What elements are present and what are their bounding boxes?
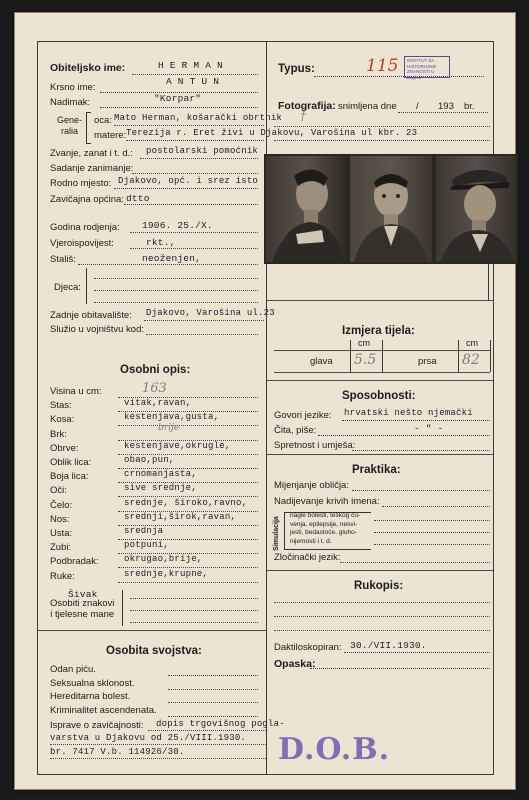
nadijevanje-label: Nadijevanje krivih imena: [274,496,380,507]
cita-value: - " - [414,423,444,434]
isprave-line-2: varstva u Djakovu od 25./VIII.1930. [50,733,247,743]
rule [342,420,490,421]
vjero-value: rkt., [146,237,176,248]
opis-row-value: kestenjava,gusta, [124,412,220,423]
opaska-label: Opaska: [274,658,316,670]
rule [100,107,258,108]
fotografija-label: Fotografija: [278,100,336,112]
sluzio-label: Služio u vojništvu kod: [50,324,144,335]
izmjera-col-a [350,340,351,372]
praktika-rule [266,454,493,455]
svojstva-item: Odan piću. [50,664,96,675]
opis-row-value: 163 [142,381,167,396]
opis-row-label: Čelo: [50,499,73,511]
rukopis-rule [266,570,493,571]
osobiti-znakovi-label: Osobiti znakovi i tjelesne mane [50,598,115,620]
rule [398,112,488,113]
generalia-label: Gene- ralia [57,115,83,136]
rule [130,248,258,249]
rule [310,668,490,669]
rodno-mjesto-value: Djakovo, opć. i srez isto [118,176,259,186]
dob-stamp: D.O.B. [278,732,391,767]
rule [168,689,258,690]
rukopis-title: Rukopis: [354,580,404,592]
daktilo-value: 30./VII.1930. [350,640,427,651]
opis-row-label: Kosa: [50,414,75,426]
opis-row-value: crnomanjasta, [124,469,197,480]
rule [140,158,258,159]
oca-deceased-mark: † [300,109,306,123]
rule [168,716,258,717]
opis-row-label: Boja lica: [50,471,89,483]
rule [168,675,258,676]
zavicajna-value: dtto [126,193,150,204]
record-card [14,12,516,790]
rule [274,140,490,141]
isprave-line-3: br. 7417 V.b. 114926/30. [50,747,185,757]
year-label: 193 [438,101,454,112]
isprave-label: Isprave o zavičajnosti: [50,720,144,731]
matere-label: matere: [94,130,127,141]
zlocinacki-label: Zločinački jezik: [274,552,341,563]
frontal-figure [350,156,432,262]
rule [274,126,490,127]
govori-value: hrvatski nešto njemački [344,408,473,418]
rule [148,730,266,731]
photo-box-bottom [266,300,493,301]
rule [374,532,490,533]
rule [340,562,490,563]
osobni-opis-title: Osobni opis: [120,364,191,376]
snimljena-label: snimljena dne [338,101,397,112]
rule [94,302,258,303]
spretnost-label: Spretnost i umješa: [274,440,356,451]
rule [130,232,258,233]
opis-row-label: Brk: [50,428,67,440]
matere-value: Terezija r. Eret živi u Djakovu, Varošina ul kbr. 23 [126,128,418,138]
date-slash: / [416,101,419,112]
prsa-value: 82 [462,352,480,368]
rule [352,490,490,491]
stalis-label: Stališ: [50,254,76,265]
rule [124,204,258,205]
generalia-brace [86,112,91,144]
mugshot-profile-right-hat [436,156,516,262]
zvanje-value: postolarski pomoćnik [146,146,259,156]
sadanje-label: Sadanje zanimanje: [50,163,134,174]
opis-row-label: Stas: [50,400,72,412]
rule [78,264,258,265]
form-frame [37,41,494,775]
glava-label: glava [310,356,333,367]
oca-value: Mato Herman, košarački obrtnik [114,113,283,123]
rule [274,616,490,617]
svojstva-rule [38,630,266,631]
opis-row-value: kestenjave,okrugle, [124,440,231,451]
prsa-label: prsa [418,356,437,367]
rule [344,652,490,653]
opis-row-value: vitak,ravan, [124,398,192,409]
rule [168,702,258,703]
rule [114,188,258,189]
opis-row-label: Podbradak: [50,556,99,568]
rule [130,622,258,623]
izmjera-bottom-rule [274,372,490,373]
archive-stamp-line-2: ZNANOSTI U [407,69,435,74]
rule [118,582,258,583]
brk-handwritten: brije [158,423,180,433]
mugshot-frontal [350,156,432,262]
nadimak-value: "Korpar" [154,93,202,104]
opis-row-value: potpuni, [124,540,169,551]
rule [50,758,266,759]
profile-left-figure [266,156,346,262]
nadimak-label: Nadimak: [50,97,91,108]
opis-row-label: Visina u cm: [50,386,102,397]
opis-row-label: Nos: [50,513,70,525]
opis-row-label: Oči: [50,485,67,497]
izmjera-col-d [490,340,491,372]
djeca-bracket [86,268,91,304]
svojstva-item: Kriminalitet ascendenata. [50,704,157,716]
archive-stamp-line-3: Zagreb [407,74,422,80]
glava-value: 5.5 [354,352,377,368]
rule [94,278,258,279]
osobiti-znakovi-value: Šivak [68,589,98,600]
osobiti-bracket [122,590,127,626]
rule [318,435,490,436]
rule [130,598,258,599]
profile-right-figure [436,156,516,262]
obiteljsko-ime-value: H E R M A N [158,60,223,71]
photo-box-left-tick [488,264,489,300]
rule [146,334,258,335]
izmjera-col-c [458,340,459,372]
opis-row-label: Obrve: [50,442,79,454]
rodno-mjesto-label: Rodno mjesto: [50,178,112,189]
krsno-ime-value: A N T U N [166,76,220,87]
opis-row-value: srednja [124,526,164,536]
typus-number: 115 [366,56,399,76]
daktilo-label: Daktiloskopiran: [274,642,342,653]
archive-stamp [404,56,450,78]
sposobnosti-title: Sposobnosti: [342,390,416,402]
opis-row-value: obao,pun, [124,455,175,465]
opis-row-value: sive srednje, [124,483,197,494]
obiteljsko-ime-label: Obiteljsko ime: [50,62,126,74]
djeca-label: Djeca: [54,282,81,293]
praktika-title: Praktika: [352,464,401,476]
rule [126,140,264,141]
opis-row-label: Zubi: [50,542,72,554]
rule [114,125,264,126]
vjero-label: Vjeroispovijest: [50,238,114,249]
rule [382,506,490,507]
zvanje-label: Zvanje, zanat i t. d.: [50,148,133,159]
rule [94,290,258,291]
govori-label: Govori jezike: [274,410,332,421]
opis-row-value: srednji,širok,ravan, [124,511,237,522]
izmjera-grid [274,340,490,372]
rule [374,544,490,545]
rule [314,76,484,77]
mugshot-profile-left [266,156,346,262]
zavicajna-label: Zavičajna općina: [50,194,124,205]
rule [374,520,490,521]
mugshot-strip [264,154,518,264]
godina-label: Godina rodjenja: [50,222,120,233]
opis-row-value: srednje, široko,ravno, [124,497,248,508]
rule [352,450,490,451]
rule [118,425,258,426]
rule [144,320,264,321]
opis-row-label: Ruke: [50,570,75,582]
rule [132,74,258,75]
godina-value: 1906. 25./X. [142,220,213,231]
sposobnosti-rule [266,380,493,381]
cm-header-1: cm [358,338,370,348]
zadnje-value: Djakovo, Varošina ul.23 [146,308,275,318]
izmjera-title: Izmjera tijela: [342,325,415,337]
svojstva-item: Seksualna sklonost. [50,677,135,689]
opis-row-value: okrugao,brije, [124,554,203,565]
svojstva-item: Hereditarna bolest. [50,691,131,702]
cita-label: Čita, piše: [274,425,317,436]
opis-row-label: Oblik lica: [50,457,92,468]
izmjera-col-b [382,340,383,372]
archive-stamp-line-1: INSTITUT ZA HISTORIJSKE [407,58,437,69]
simulacija-text: nagle bolesti, teškog ču- venja, epilepsije, nesvi- jesti, bedastoće, gluho- nijemosti i t. d. [290,512,361,545]
oca-label: oca: [94,115,112,126]
simulacija-label: Simulacija [272,516,280,551]
cm-header-2: cm [466,338,478,348]
rule [130,610,258,611]
rule [132,173,258,174]
isprave-line-1: dopis trgovišnog pogla- [156,719,285,729]
br-label: br. [464,101,475,112]
zadnje-label: Zadnje obitavalište: [50,310,132,321]
rule [274,602,490,603]
stalis-value: neoženjen, [142,253,202,264]
mijenjanje-label: Mijenjanje obličja: [274,480,349,491]
krsno-ime-label: Krsno ime: [50,82,96,93]
opis-row-value: srednje,krupne, [124,568,209,579]
osobita-svojstva-title: Osobita svojstva: [106,645,202,657]
rule [274,630,490,631]
typus-label: Typus: [278,63,315,75]
column-divider [266,42,267,774]
rule [50,744,266,745]
opis-row-label: Usta: [50,528,73,539]
